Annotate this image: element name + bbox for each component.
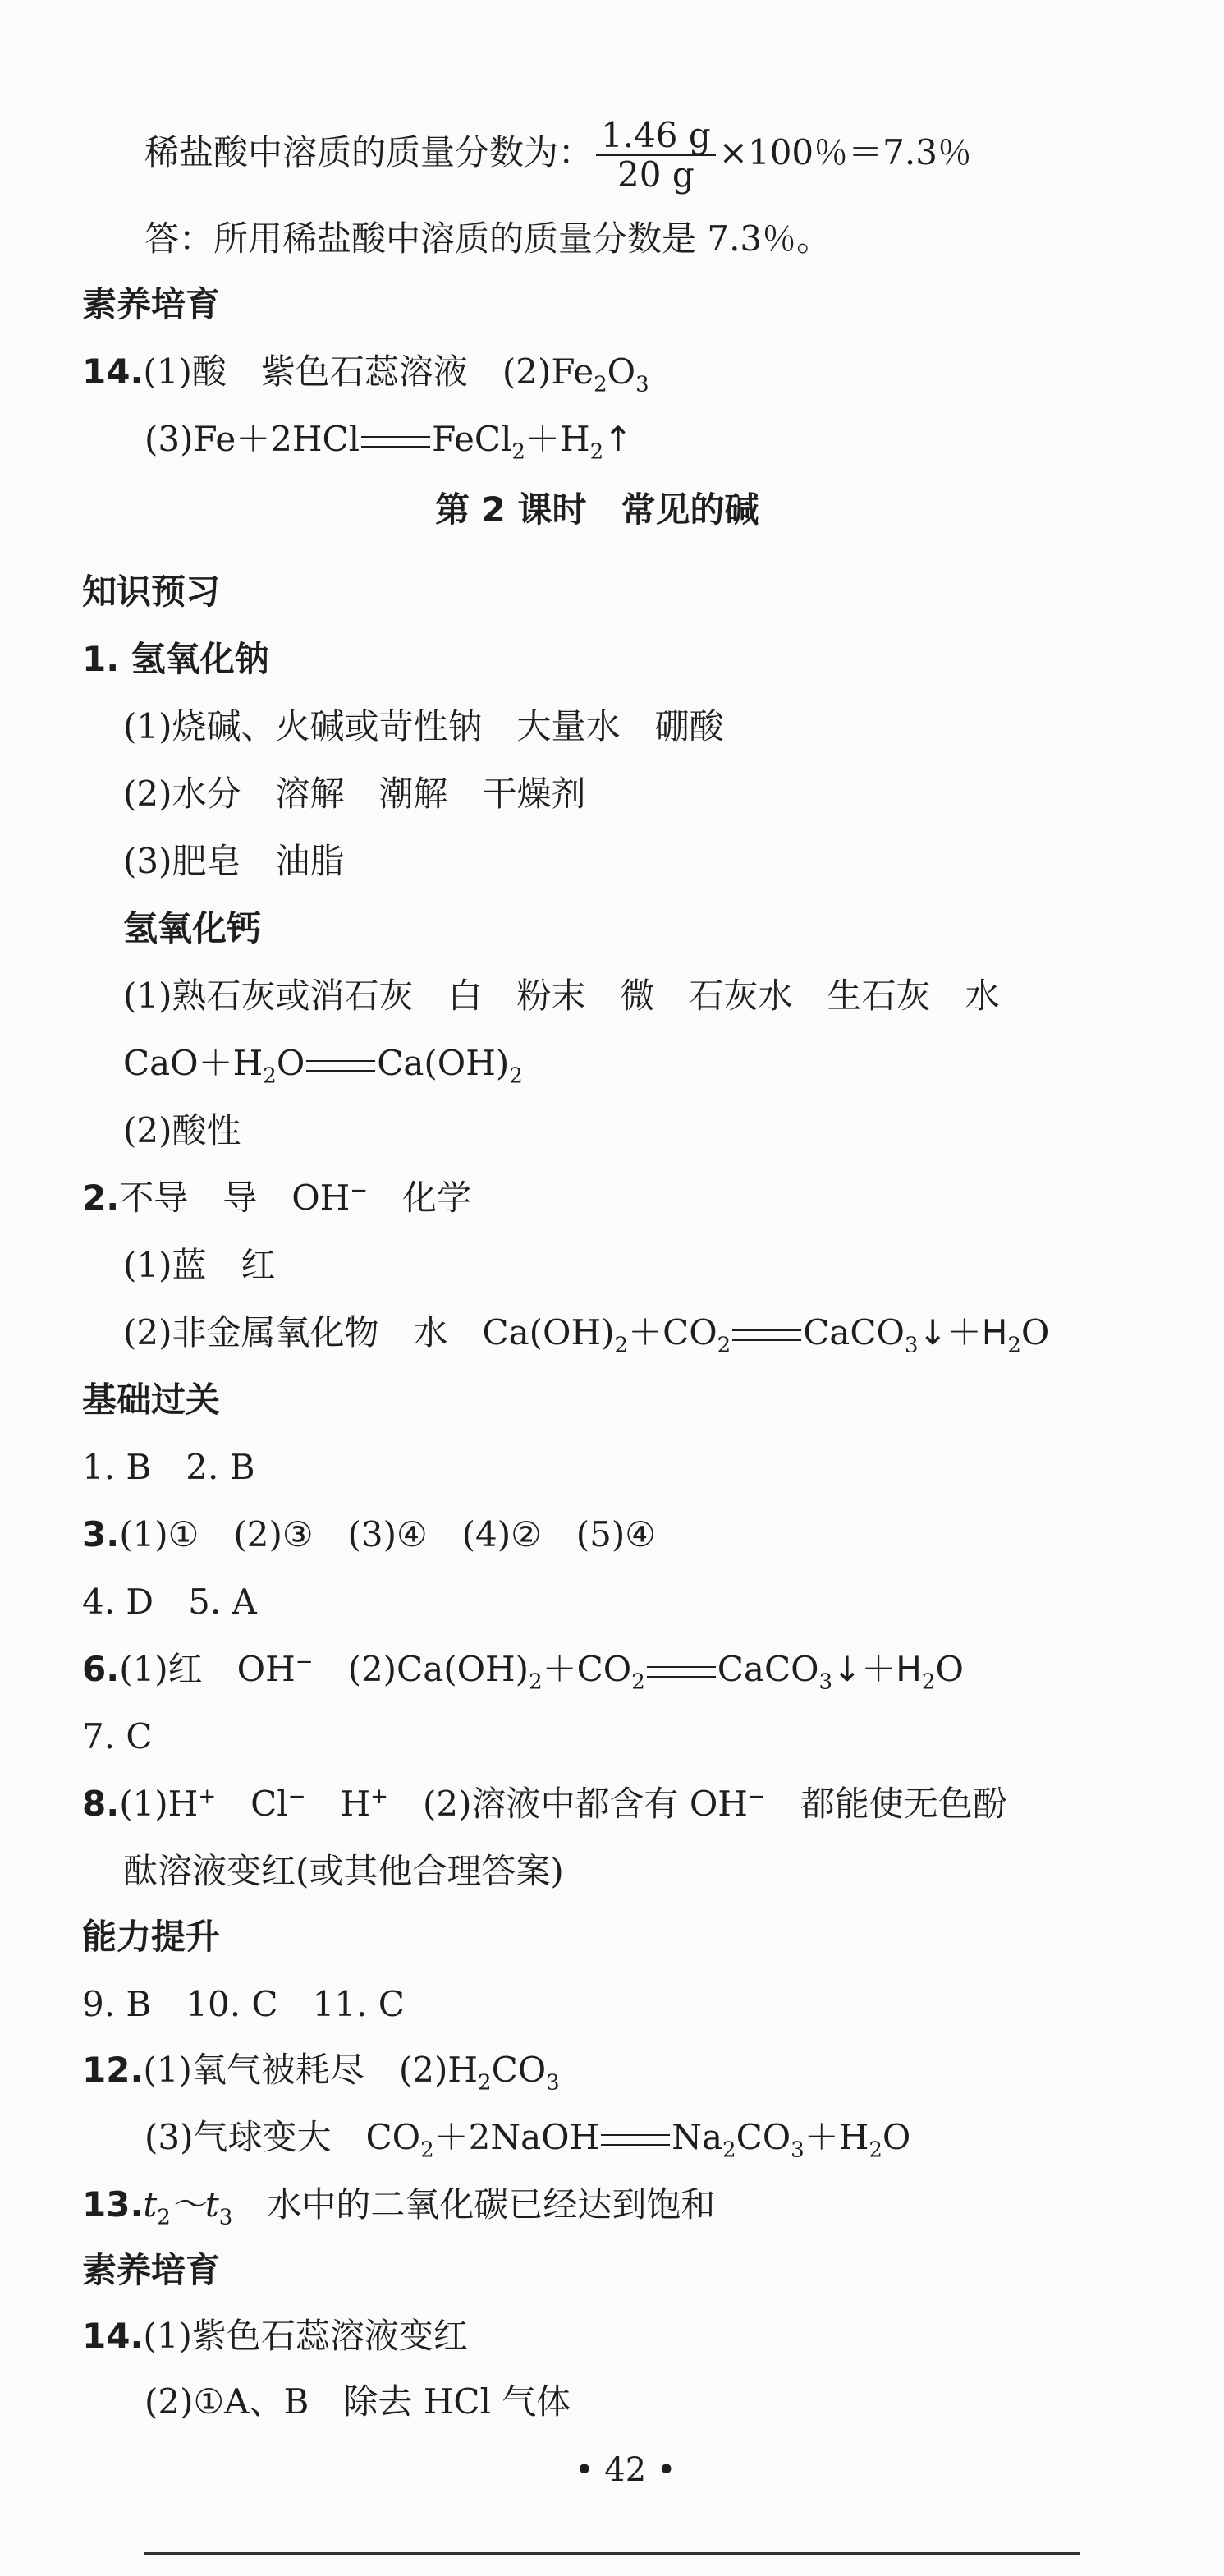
eq-text: (1)H xyxy=(119,1784,199,1824)
answer-13 xyxy=(82,2184,716,2230)
question-number: 2. xyxy=(82,1178,120,1218)
item-1-line-b: (2)水分 溶解 潮解 干燥剂 xyxy=(123,774,586,814)
item-caoh2-line-c: (2)酸性 xyxy=(123,1110,241,1150)
equals-sign xyxy=(361,436,430,448)
superscript: − xyxy=(295,1650,314,1674)
eq-text: (3)气球变大 CO xyxy=(144,2117,421,2157)
subscript: 2 xyxy=(722,2137,736,2163)
answer-14-line-b: (2)①A、B 除去 HCl 气体 xyxy=(144,2381,571,2422)
question-number: 13. xyxy=(82,2184,144,2225)
eq-text: Na xyxy=(672,2117,722,2157)
eq-text: Cl xyxy=(216,1784,288,1824)
question-number: 14. xyxy=(82,2316,144,2356)
subscript: 2 xyxy=(529,1669,543,1695)
subscript: 2 xyxy=(869,2137,882,2163)
mass-fraction-calc xyxy=(144,115,972,195)
eq-text: CaCO xyxy=(803,1312,905,1352)
eq-text: ↓＋H xyxy=(918,1312,1008,1352)
question-number: 6. xyxy=(82,1649,120,1689)
item-caoh2-line-a: (1)熟石灰或消石灰 白 粉末 微 石灰水 生石灰 水 xyxy=(123,976,1000,1016)
item-1-line-a: (1)烧碱、火碱或苛性钠 大量水 硼酸 xyxy=(123,706,724,746)
item-2-line-a: (1)蓝 红 xyxy=(123,1245,276,1285)
subscript: 3 xyxy=(818,1669,833,1695)
subscript: 2 xyxy=(589,439,604,465)
eq-text: ↓＋H xyxy=(832,1649,922,1689)
item-text: 化学 xyxy=(368,1178,472,1218)
subscript: 2 xyxy=(157,2205,171,2230)
eq-text: O xyxy=(1020,1312,1050,1352)
q14-text: O xyxy=(607,351,636,392)
item-1-line-c: (3)肥皂 油脂 xyxy=(123,841,345,881)
co2-equation xyxy=(123,1312,1050,1358)
subscript: 2 xyxy=(614,1333,629,1358)
eq-text: O xyxy=(276,1043,305,1083)
eq-text: O xyxy=(882,2117,911,2157)
subscript: 3 xyxy=(791,2137,805,2163)
eq-text: ＋CO xyxy=(542,1649,632,1689)
superscript: + xyxy=(198,1784,217,1809)
lesson-title: 第 2 课时 常见的碱 xyxy=(435,489,759,530)
calc-result: ×100％＝7.3％ xyxy=(718,132,972,172)
eq-text: CO xyxy=(736,2117,791,2157)
item-2 xyxy=(82,1178,472,1218)
eq-text: O xyxy=(935,1649,964,1689)
q14-equation xyxy=(144,419,633,465)
fraction-numerator: 1.46 g xyxy=(596,118,716,156)
cao-equation xyxy=(123,1043,523,1089)
eq-text: CaO＋H xyxy=(123,1043,264,1083)
subscript: 3 xyxy=(218,2205,233,2230)
answer-line: 答：所用稀盐酸中溶质的质量分数是 7.3％。 xyxy=(144,218,832,259)
eq-text: (3)Fe＋2HCl xyxy=(144,419,360,459)
answer-text: (1)紫色石蕊溶液变红 xyxy=(143,2316,468,2356)
eq-text: ＋CO xyxy=(628,1312,717,1352)
answers-1-2: 1. B 2. B xyxy=(82,1447,255,1487)
question-number: 3. xyxy=(82,1514,120,1554)
eq-text: ～t xyxy=(170,2184,219,2225)
eq-text: (2)非金属氧化物 水 Ca(OH) xyxy=(123,1312,615,1352)
question-14 xyxy=(82,351,649,397)
eq-text: (1)红 OH xyxy=(119,1649,296,1689)
eq-text: CO xyxy=(491,2050,547,2090)
eq-text: 水中的二氧化碳已经达到饱和 xyxy=(232,2184,716,2225)
subscript: 3 xyxy=(635,372,649,397)
subscript: 2 xyxy=(420,2137,434,2163)
superscript: − xyxy=(350,1178,369,1203)
eq-text: (2)溶液中都含有 OH xyxy=(387,1784,748,1824)
naoh-equation xyxy=(144,2117,911,2163)
subscript: 2 xyxy=(594,372,607,397)
eq-text: CaCO xyxy=(717,1649,819,1689)
eq-text: 都能使无色酚 xyxy=(765,1784,1007,1824)
answer-12 xyxy=(82,2050,560,2096)
eq-text: t xyxy=(143,2184,158,2225)
item-caoh2-heading: 氢氧化钙 xyxy=(123,908,262,948)
subscript: 2 xyxy=(263,1063,277,1089)
subscript: 2 xyxy=(921,1669,936,1695)
gas-arrow: ↑ xyxy=(603,419,633,459)
subscript: 2 xyxy=(717,1333,731,1358)
section-heading-suyang-2: 素养培育 xyxy=(82,2250,221,2290)
answer-text: (1)① (2)③ (3)④ (4)② (5)④ xyxy=(119,1514,656,1554)
equals-sign xyxy=(306,1060,375,1072)
footer-rule xyxy=(144,2552,1080,2555)
subscript: 2 xyxy=(631,1669,645,1695)
eq-text: (1)氧气被耗尽 (2)H xyxy=(143,2050,479,2090)
question-number: 8. xyxy=(82,1784,120,1824)
fraction xyxy=(596,115,716,195)
equals-sign xyxy=(601,2134,670,2146)
fraction-denominator: 20 g xyxy=(617,154,695,195)
subscript: 3 xyxy=(904,1333,919,1358)
superscript: + xyxy=(370,1784,388,1809)
subscript: 2 xyxy=(1007,1333,1021,1358)
subscript: 3 xyxy=(546,2070,560,2096)
answer-8 xyxy=(82,1784,1007,1824)
eq-text: H xyxy=(305,1784,371,1824)
eq-text: FeCl xyxy=(432,419,512,459)
superscript: − xyxy=(287,1784,306,1809)
eq-text: ＋H xyxy=(804,2117,869,2157)
section-heading-zhishi: 知识预习 xyxy=(82,572,221,612)
equals-sign xyxy=(647,1666,716,1678)
answer-14 xyxy=(82,2316,468,2356)
item-text: 不导 导 OH xyxy=(119,1178,351,1218)
subscript: 2 xyxy=(478,2070,492,2096)
page-number: • 42 • xyxy=(575,2451,676,2489)
answer-7: 7. C xyxy=(82,1716,153,1756)
section-heading-jichu: 基础过关 xyxy=(82,1380,221,1420)
eq-text: ＋2NaOH xyxy=(433,2117,600,2157)
answer-3 xyxy=(82,1514,656,1554)
section-heading-nengli: 能力提升 xyxy=(82,1917,221,1957)
subscript: 2 xyxy=(511,439,525,465)
eq-text: (2)Ca(OH) xyxy=(313,1649,529,1689)
q14-text: (1)酸 紫色石蕊溶液 (2)Fe xyxy=(143,351,594,392)
eq-text: ＋H xyxy=(525,419,590,459)
question-number: 12. xyxy=(82,2050,144,2090)
answer-6 xyxy=(82,1649,964,1695)
eq-text: Ca(OH) xyxy=(377,1043,510,1083)
answers-4-5: 4. D 5. A xyxy=(82,1582,257,1622)
answer-8-continued: 酞溶液变红(或其他合理答案) xyxy=(123,1851,564,1891)
answers-9-11: 9. B 10. C 11. C xyxy=(82,1984,405,2024)
question-number: 14. xyxy=(82,351,144,392)
section-heading-suyang: 素养培育 xyxy=(82,284,221,324)
item-1-naoh: 1. 氢氧化钠 xyxy=(82,639,269,679)
subscript: 2 xyxy=(509,1063,523,1089)
calc-label: 稀盐酸中溶质的质量分数为： xyxy=(144,132,594,172)
equals-sign xyxy=(732,1329,801,1341)
superscript: − xyxy=(747,1784,766,1809)
